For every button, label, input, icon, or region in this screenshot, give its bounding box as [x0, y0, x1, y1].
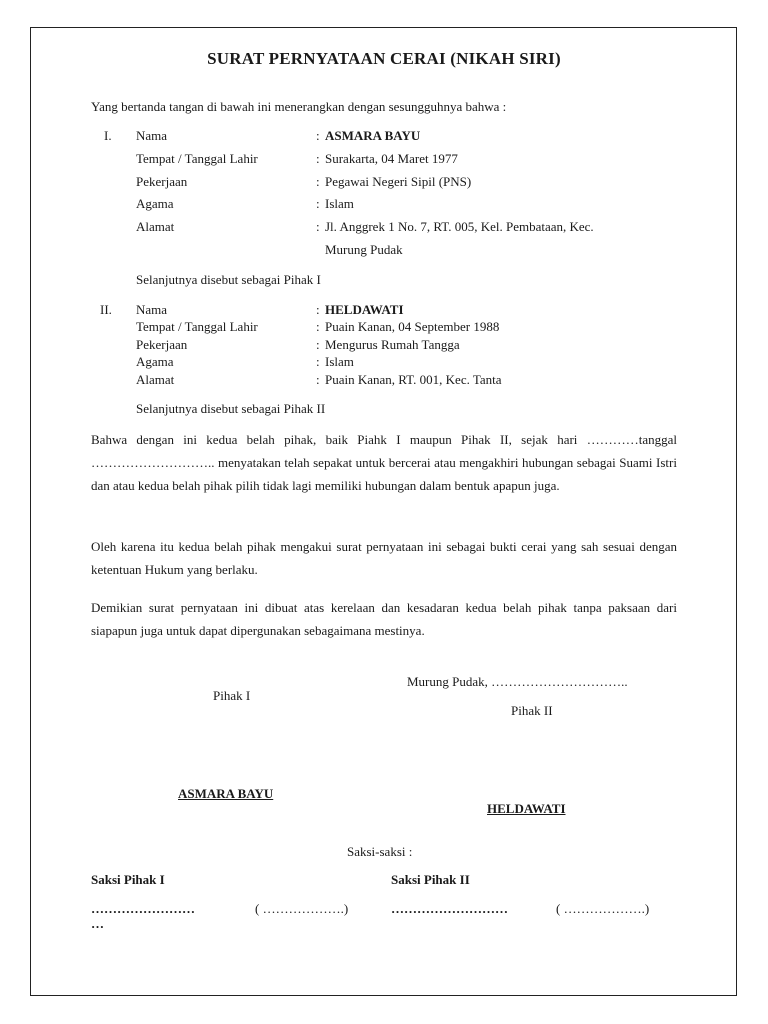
intro-text: Yang bertanda tangan di bawah ini menerangkan dengan sesungguhnya bahwa : [91, 99, 507, 114]
witness2-label: Saksi Pihak II [391, 872, 470, 887]
pihak2-signature-name: HELDAWATI [487, 801, 566, 816]
party1-job-value: Pegawai Negeri Sipil (PNS) [325, 174, 472, 189]
party1-religion-label: Agama [136, 196, 174, 211]
party1-closing: Selanjutnya disebut sebagai Pihak I [136, 272, 321, 287]
pihak1-signature-name: ASMARA BAYU [178, 786, 274, 801]
witness-heading: Saksi-saksi : [347, 844, 413, 859]
pihak1-label: Pihak I [213, 688, 251, 703]
party2-birth-colon: : [316, 319, 320, 334]
witness1-label: Saksi Pihak I [91, 872, 165, 887]
pihak2-label: Pihak II [511, 703, 553, 718]
party2-birth-label: Tempat / Tanggal Lahir [136, 319, 258, 334]
party1-job-label: Pekerjaan [136, 174, 188, 189]
witness1-signature-dots-cont: … [91, 916, 104, 931]
party2-religion-value: Islam [325, 354, 354, 369]
party1-address-colon: : [316, 219, 320, 234]
party1-religion-colon: : [316, 196, 320, 211]
party2-birth-value: Puain Kanan, 04 September 1988 [325, 319, 500, 334]
party1-religion-value: Islam [325, 196, 354, 211]
party2-name-colon: : [316, 302, 320, 317]
party1-job-colon: : [316, 174, 320, 189]
paragraph-agreement: Bahwa dengan ini kedua belah pihak, baik Piahk I maupun Pihak II, sejak hari …………tanggal ……………………….. menyatakan telah sepakat untuk bercerai atau mengakhiri hubungan sebagai Suami Istri dan atau kedua belah pihak pilih tidak lagi memiliki hubungan dalam bentuk apapun juga. [91, 432, 677, 493]
party2-job-colon: : [316, 337, 320, 352]
party2-job-label: Pekerjaan [136, 337, 188, 352]
party1-birth-colon: : [316, 151, 320, 166]
witness1-name-blank: ( ……………….) [255, 901, 349, 916]
party2-address-value: Puain Kanan, RT. 001, Kec. Tanta [325, 372, 502, 387]
party1-address-value: Jl. Anggrek 1 No. 7, RT. 005, Kel. Pembataan, Kec. [325, 219, 594, 234]
party1-name-label: Nama [136, 128, 168, 143]
party1-number: I. [104, 128, 112, 143]
party1-address-label: Alamat [136, 219, 175, 234]
party2-religion-label: Agama [136, 354, 174, 369]
witness2-name-blank: ( ……………….) [556, 901, 650, 916]
party2-name-value: HELDAWATI [325, 302, 404, 317]
party1-birth-value: Surakarta, 04 Maret 1977 [325, 151, 458, 166]
party2-number: II. [100, 302, 112, 317]
party2-closing: Selanjutnya disebut sebagai Pihak II [136, 401, 326, 416]
party2-job-value: Mengurus Rumah Tangga [325, 337, 460, 352]
party1-name-value: ASMARA BAYU [325, 128, 421, 143]
party1-birth-label: Tempat / Tanggal Lahir [136, 151, 258, 166]
party1-address-value-cont: Murung Pudak [325, 242, 403, 257]
witness2-signature-dots: ……………………… [391, 901, 508, 916]
party2-religion-colon: : [316, 354, 320, 369]
paragraph-closing: Demikian surat pernyataan ini dibuat atas kerelaan dan kesadaran kedua belah pihak tanpa paksaan dari siapapun juga untuk dapat dipergunakan sebagaimana mestinya. [91, 600, 677, 638]
party2-name-label: Nama [136, 302, 168, 317]
witness1-signature-dots: …………………… [91, 901, 195, 916]
party2-address-label: Alamat [136, 372, 175, 387]
paragraph-acknowledgement: Oleh karena itu kedua belah pihak mengakui surat pernyataan ini sebagai bukti cerai yang sah sesuai dengan ketentuan Hukum yang berlaku. [91, 539, 677, 577]
document-title: SURAT PERNYATAAN CERAI (NIKAH SIRI) [207, 49, 561, 68]
place-date-line: Murung Pudak, ………………………….. [407, 674, 628, 689]
party1-name-colon: : [316, 128, 320, 143]
party2-address-colon: : [316, 372, 320, 387]
